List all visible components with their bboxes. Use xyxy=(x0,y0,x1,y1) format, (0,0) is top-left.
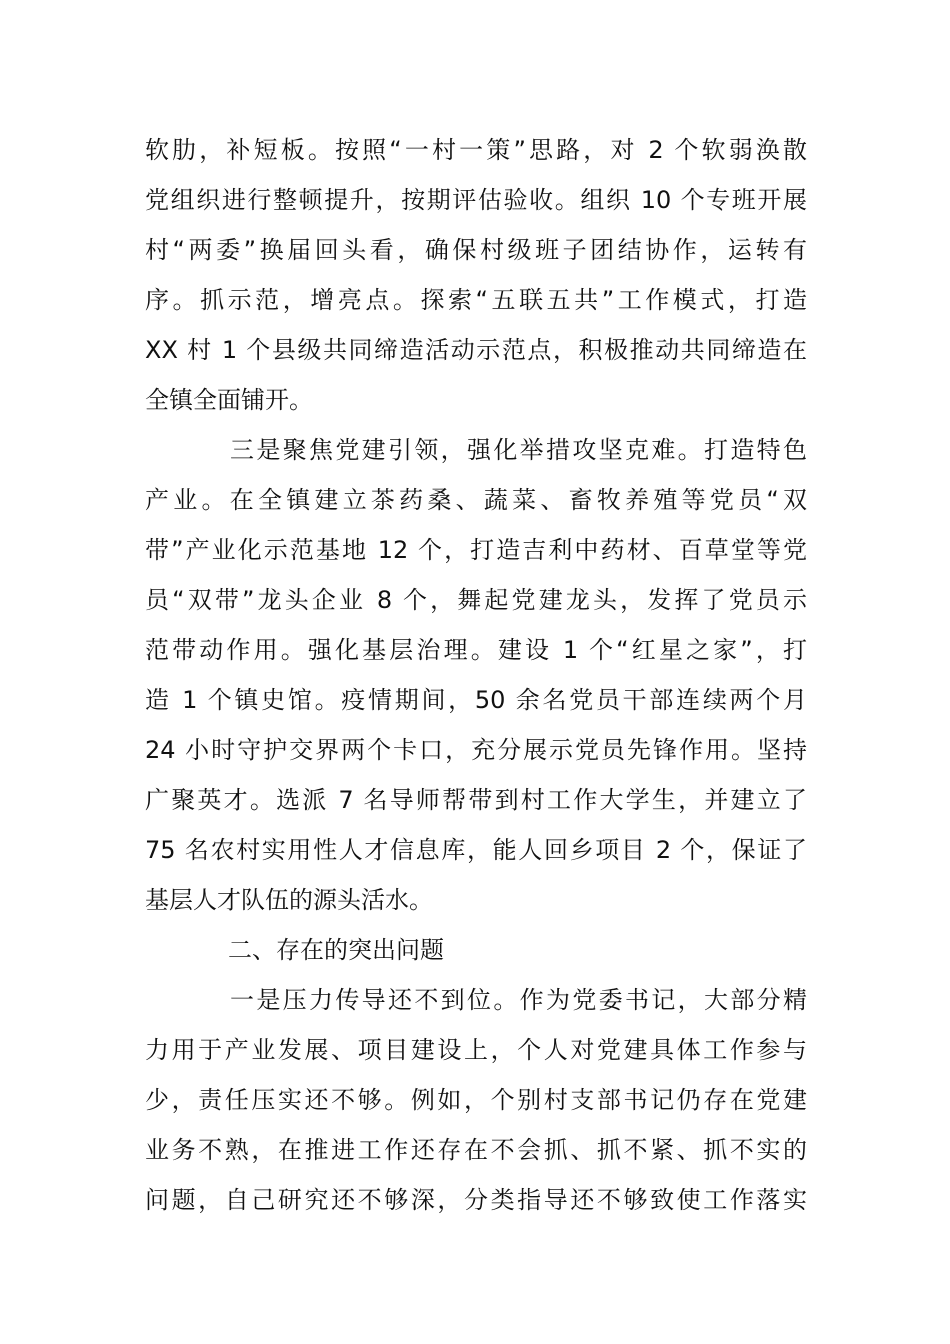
paragraph-line: 基层人才队伍的源头活水。 xyxy=(145,886,433,914)
section-heading: 二、存在的突出问题 xyxy=(228,936,444,964)
paragraph-line: 少，责任压实还不够。例如，个别村支部书记仍存在党建 xyxy=(145,1086,807,1114)
paragraph-line: 问题，自己研究还不够深，分类指导还不够致使工作落实 xyxy=(145,1186,807,1214)
paragraph-line: 带”产业化示范基地 12 个，打造吉利中药材、百草堂等党 xyxy=(145,536,807,564)
paragraph-line: 范带动作用。强化基层治理。建设 1 个“红星之家”，打 xyxy=(145,636,807,664)
paragraph-line: 序。抓示范，增亮点。探索“五联五共”工作模式，打造 xyxy=(145,286,807,314)
paragraph-line: 业务不熟，在推进工作还存在不会抓、抓不紧、抓不实的 xyxy=(145,1136,807,1164)
paragraph-line: 三是聚焦党建引领，强化举措攻坚克难。打造特色 xyxy=(230,436,807,464)
paragraph-line: 力用于产业发展、项目建设上，个人对党建具体工作参与 xyxy=(145,1036,807,1064)
paragraph-line: 党组织进行整顿提升，按期评估验收。组织 10 个专班开展 xyxy=(145,186,807,214)
paragraph-line: XX 村 1 个县级共同缔造活动示范点，积极推动共同缔造在 xyxy=(145,336,807,364)
paragraph-line: 一是压力传导还不到位。作为党委书记，大部分精 xyxy=(230,986,807,1014)
paragraph-line: 造 1 个镇史馆。疫情期间，50 余名党员干部连续两个月 xyxy=(145,686,807,714)
paragraph-line: 村“两委”换届回头看，确保村级班子团结协作，运转有 xyxy=(145,236,807,264)
paragraph-line: 75 名农村实用性人才信息库，能人回乡项目 2 个，保证了 xyxy=(145,836,807,864)
paragraph-line: 广聚英才。选派 7 名导师帮带到村工作大学生，并建立了 xyxy=(145,786,807,814)
paragraph-line: 24 小时守护交界两个卡口，充分展示党员先锋作用。坚持 xyxy=(145,736,807,764)
paragraph-line: 软肋，补短板。按照“一村一策”思路，对 2 个软弱涣散 xyxy=(145,136,807,164)
paragraph-line: 员“双带”龙头企业 8 个，舞起党建龙头，发挥了党员示 xyxy=(145,586,807,614)
paragraph-line: 产业。在全镇建立茶药桑、蔬菜、畜牧养殖等党员“双 xyxy=(145,486,807,514)
paragraph-line: 全镇全面铺开。 xyxy=(145,386,313,414)
